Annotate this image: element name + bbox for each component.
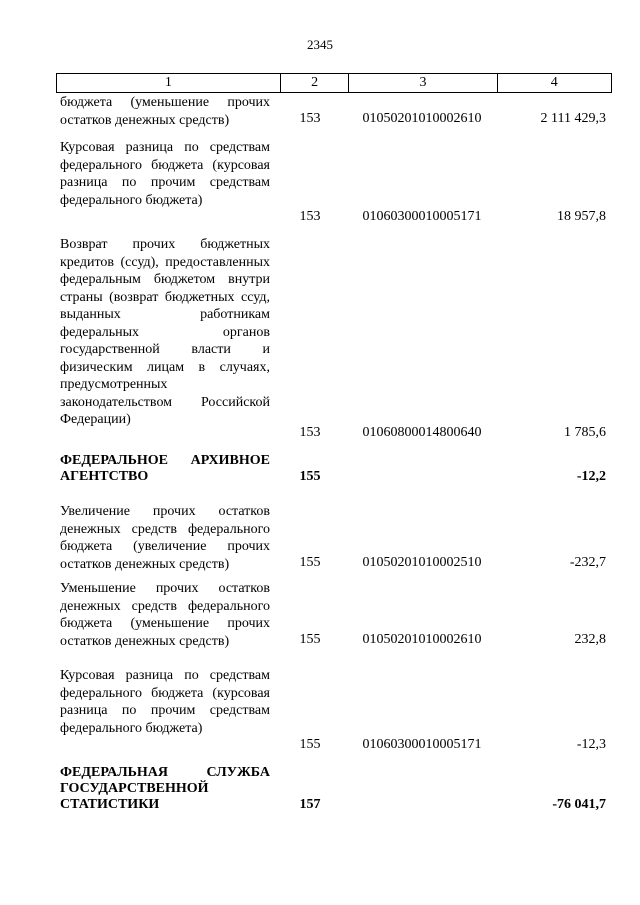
- row-amount: 2 111 429,3: [540, 111, 606, 126]
- row-description: Возврат прочих бюджетных кредитов (ссуд), предоставленных федеральным бюджетом внутри страны (возврат бюджетных ссуд, выданных работникам федеральных органов государственной власти и физическим лицам в случаях, предусмотренных законодательством Российской Федерации): [60, 237, 270, 427]
- row-description: Увеличение прочих остатков денежных средств федерального бюджета (увеличение прочих остатков денежных средств): [60, 504, 270, 572]
- row-code: 155: [299, 469, 321, 484]
- row-amount: -76 041,7: [552, 797, 606, 812]
- row-code: 157: [299, 797, 321, 812]
- row-amount: 232,8: [574, 632, 606, 647]
- row-kbk: 01060800014800640: [362, 425, 482, 440]
- row-amount: 1 785,6: [564, 425, 606, 440]
- section-heading: ФЕДЕРАЛЬНАЯ СЛУЖБА ГОСУДАРСТВЕННОЙ СТАТИСТИКИ: [60, 765, 270, 812]
- row-code: 153: [299, 425, 321, 440]
- row-kbk: 01060300010005171: [362, 209, 482, 224]
- row-code: 155: [299, 737, 321, 752]
- row-kbk: 01060300010005171: [362, 737, 482, 752]
- row-code: 155: [299, 555, 321, 570]
- column-header-4: 4: [497, 74, 611, 93]
- row-description: Курсовая разница по средствам федерального бюджета (курсовая разница по прочим средствам федерального бюджета): [60, 668, 270, 736]
- row-code: 153: [299, 209, 321, 224]
- row-description: Курсовая разница по средствам федерального бюджета (курсовая разница по прочим средствам федерального бюджета): [60, 140, 270, 208]
- row-kbk: 01050201010002610: [362, 111, 482, 126]
- row-code: 155: [299, 632, 321, 647]
- row-kbk: 01050201010002610: [362, 632, 482, 647]
- row-amount: -232,7: [569, 555, 606, 570]
- row-kbk: 01050201010002510: [362, 555, 482, 570]
- row-code: 153: [299, 111, 321, 126]
- row-description: бюджета (уменьшение прочих остатков денежных средств): [60, 95, 270, 128]
- row-amount: -12,3: [576, 737, 606, 752]
- page-number: 2345: [307, 37, 333, 52]
- row-amount: 18 957,8: [557, 209, 606, 224]
- row-description: Уменьшение прочих остатков денежных средств федерального бюджета (уменьшение прочих остатков денежных средств): [60, 581, 270, 649]
- column-header-3: 3: [349, 74, 497, 93]
- column-header-2: 2: [280, 74, 349, 93]
- column-header-table: [56, 73, 612, 93]
- row-amount: -12,2: [576, 469, 606, 484]
- section-heading: ФЕДЕРАЛЬНОЕ АРХИВНОЕ АГЕНТСТВО: [60, 453, 270, 484]
- column-header-1: 1: [57, 74, 281, 93]
